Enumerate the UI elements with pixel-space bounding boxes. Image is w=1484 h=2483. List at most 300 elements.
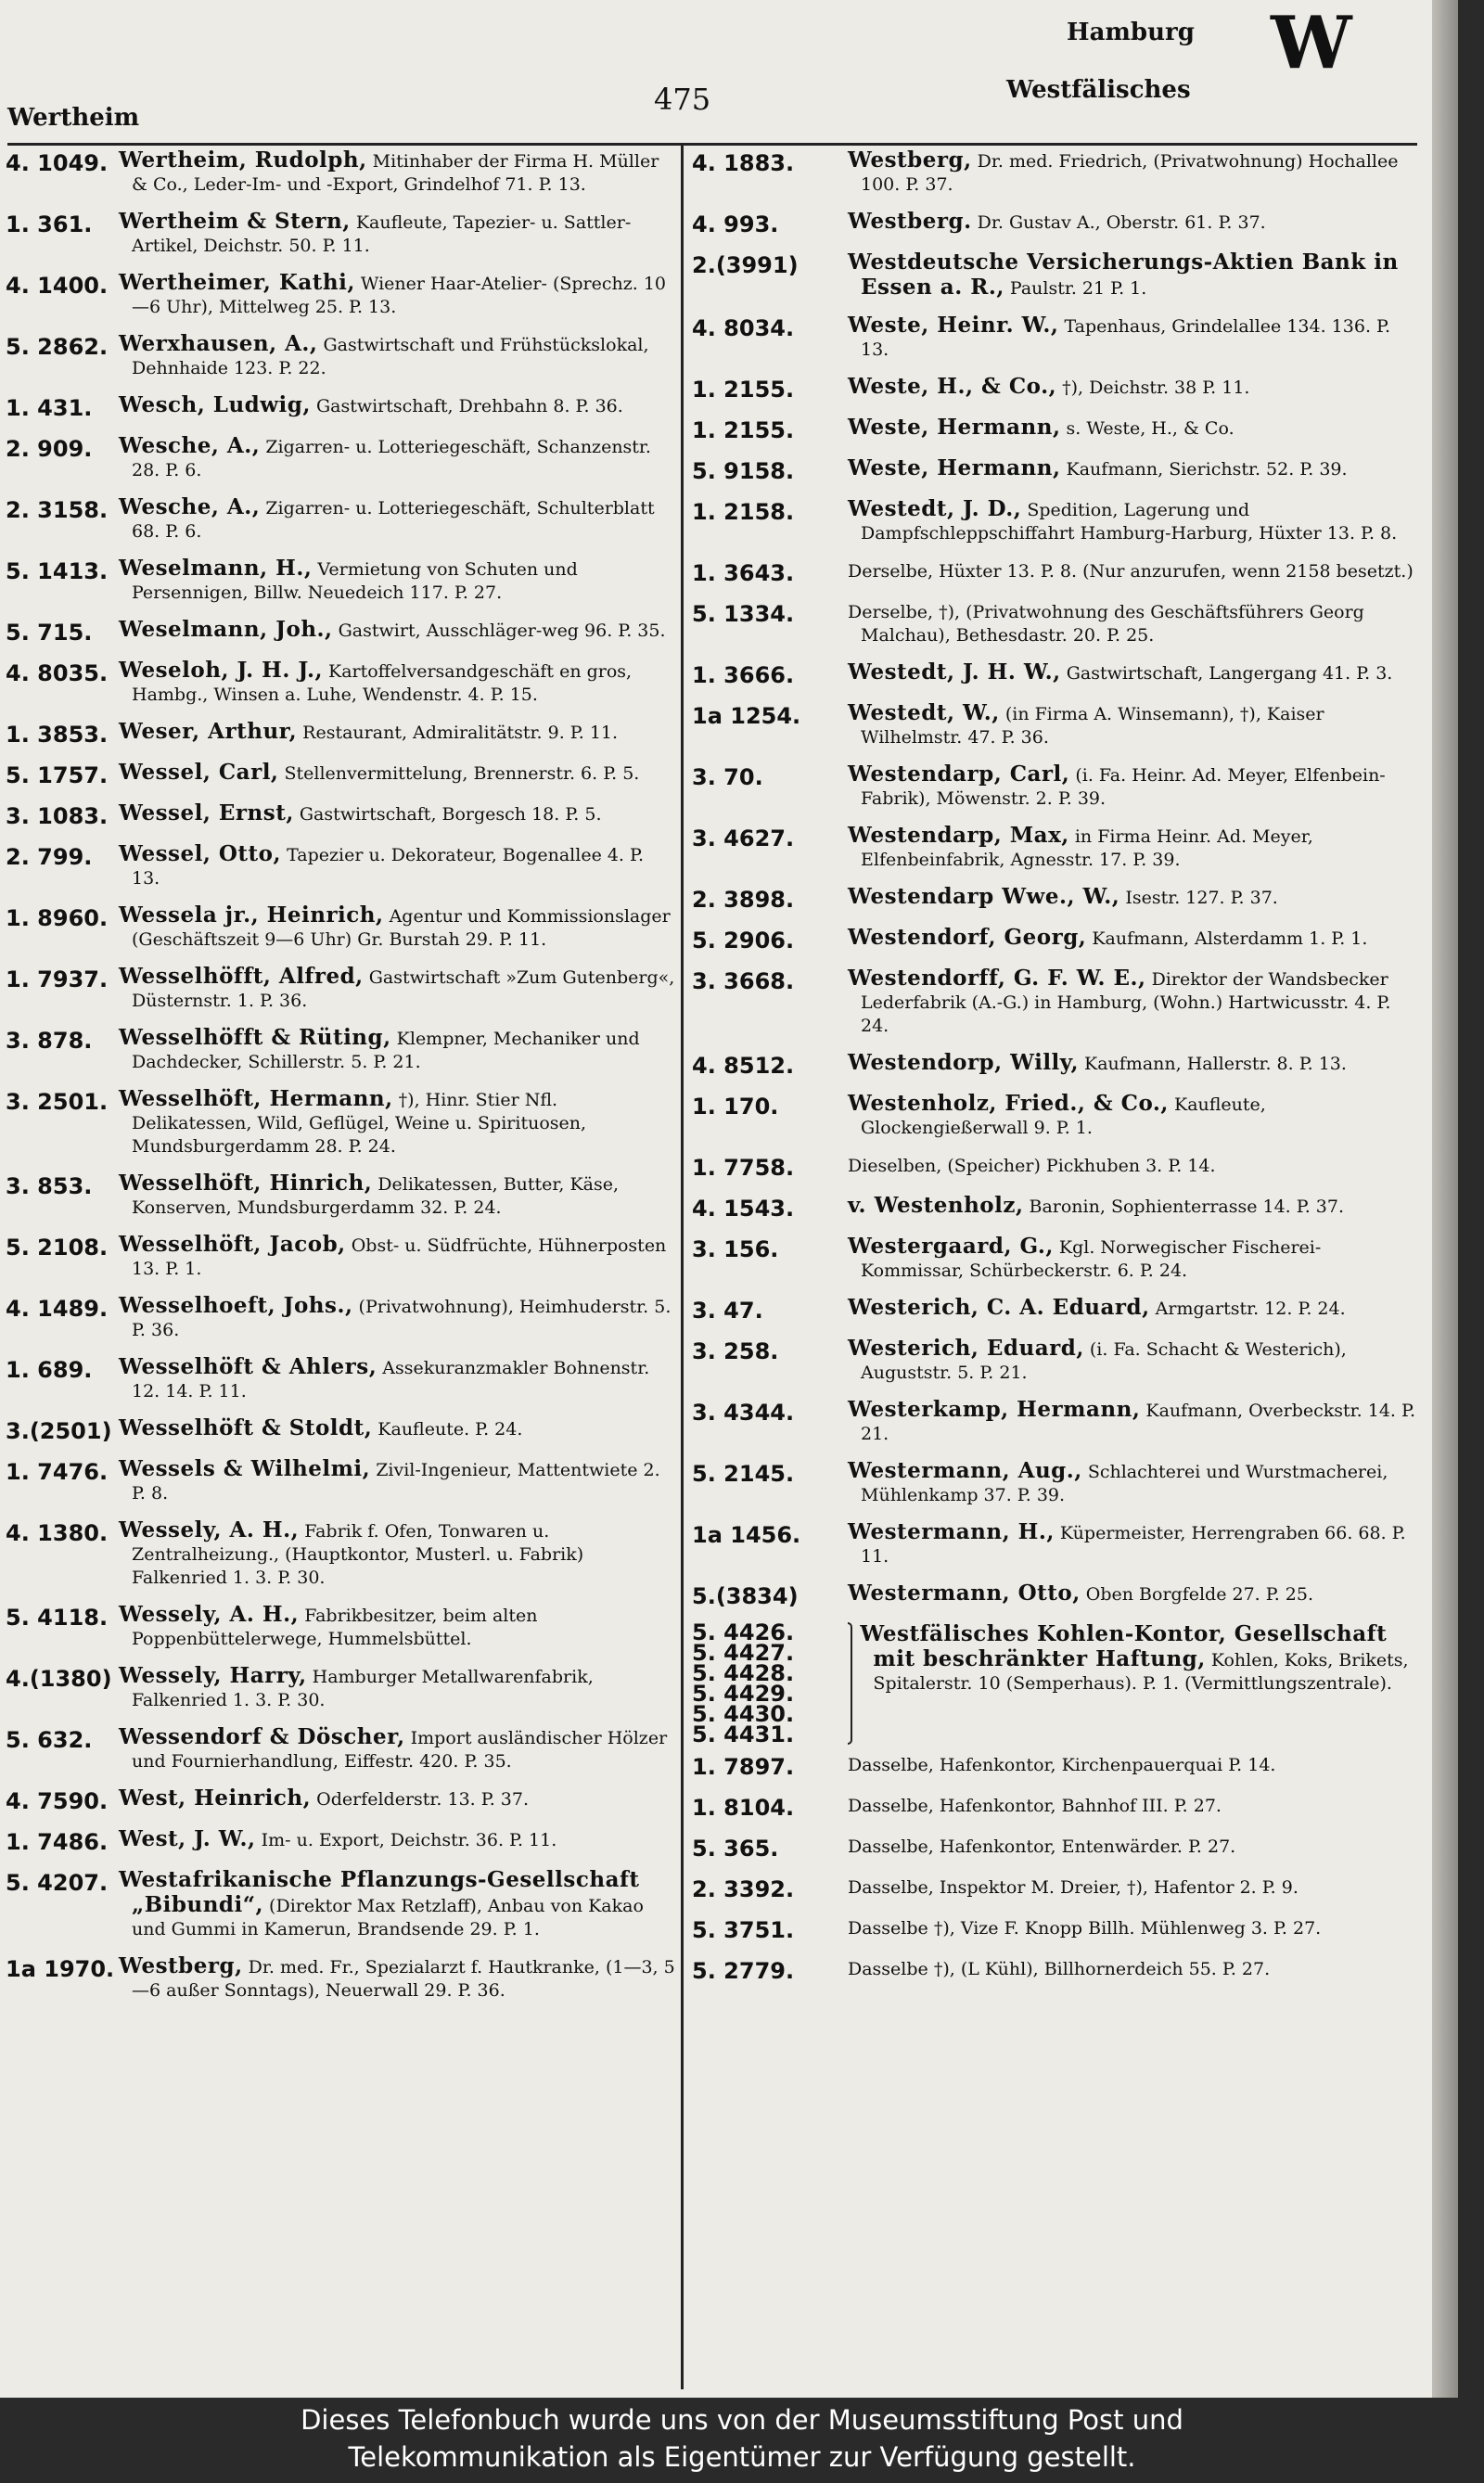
entry-text [848,1520,1415,1568]
phone-number: 4. 1380. [6,1520,109,1546]
phone-number: 5. 4207. [6,1870,109,1896]
entry-details: Derselbe, Hüxter 13. P. 8. (Nur anzurufen, wenn 2158 besetzt.) [848,561,1414,582]
entry-details: Gastwirtschaft, Borgesch 18. P. 5. [299,804,602,825]
directory-entry [692,148,1415,197]
entry-name: Westendorff, G. F. W. E., [848,966,1146,991]
directory-entry [6,271,675,319]
directory-entry [692,1153,1415,1181]
entry-text [119,1355,675,1403]
entry-details: Im- u. Export, Deichstr. 36. P. 11. [261,1830,557,1850]
phone-number: 3. 47. [692,1298,763,1324]
entry-name: Wessel, Carl, [119,760,279,785]
entry-name: Westdeutsche Versicherungs-Aktien Bank in Essen a. R., [848,250,1399,300]
entry-details: Zigarren- u. Lotteriegeschäft, Schanzenstr. 28. P. 6. [132,437,651,480]
entry-details: Fabrik f. Ofen, Tonwaren u. Zentralheizung., (Hauptkontor, Musterl. u. Fabrik) Falkenried 1. 3. P. 30. [132,1521,584,1588]
phone-number: 4.(1380) [6,1666,112,1692]
entry-details: Fabrikbesitzer, beim alten Poppenbüttelerwege, Hummelsbüttel. [132,1606,538,1649]
entry-details: Spedition, Lagerung und Dampfschleppschiffahrt Hamburg-Harburg, Hüxter 13. P. 8. [861,500,1398,544]
directory-entry [6,1827,675,1855]
entry-details: (i. Fa. Schacht & Westerich), Auguststr. 5. P. 21. [861,1339,1347,1383]
entry-details: Gastwirt, Ausschläger-weg 96. P. 35. [338,621,666,641]
directory-entry [692,599,1415,647]
directory-entry [6,1457,675,1505]
entry-details: Vermietung von Schuten und Persennigen, Billw. Neuedeich 117. P. 27. [132,559,578,603]
entry-details: Mitinhaber der Firma H. Müller & Co., Leder-Im- und -Export, Grindelhof 71. P. 13. [132,151,659,195]
entry-name: Wesselhöfft & Rüting, [119,1025,391,1050]
phone-number: 2. 909. [6,436,93,462]
phone-number: 1. 170. [692,1094,779,1120]
header-city: Hamburg [1067,19,1195,46]
entry-text [848,1296,1415,1321]
left-column [6,148,675,2016]
directory-entry [6,1603,675,1651]
right-column [692,148,1415,1997]
right-column-tail [692,1752,1415,1984]
directory-entry [692,1956,1415,1984]
directory-entry [692,824,1415,872]
entry-name: Weser, Arthur, [119,719,298,744]
entry-name: Westendorf, Georg, [848,925,1087,950]
directory-entry [6,1518,675,1590]
entry-text [119,965,675,1013]
entry-name: Weste, Hermann, [848,415,1061,440]
group-entry-text [860,1622,1415,1696]
entry-text [119,1171,675,1220]
phone-number: 3. 2501. [6,1089,109,1115]
phone-number: 3. 258. [692,1338,779,1364]
directory-entry [6,332,675,380]
entry-text [119,903,675,952]
entry-details: Paulstr. 21 P. 1. [1009,278,1147,299]
entry-details: Delikatessen, Butter, Käse, Konserven, Mundsburgerdamm 32. P. 24. [132,1174,620,1218]
entry-text [119,1518,675,1590]
entry-name: West, J. W., [119,1826,256,1851]
entry-details: Kaufleute. P. 24. [377,1419,523,1440]
column-divider [681,145,684,2389]
directory-entry [692,1235,1415,1283]
group-phone-number: 5. 4428. [692,1660,795,1686]
entry-details: Wiener Haar-Atelier- (Sprechz. 10—6 Uhr), Mittelweg 25. P. 13. [132,274,667,317]
entry-details: Oben Borgfelde 27. P. 25. [1085,1584,1313,1605]
entry-details: (i. Fa. Heinr. Ad. Meyer, Elfenbein-Fabrik), Möwenstr. 2. P. 39. [861,765,1386,809]
entry-name: Westerkamp, Hermann, [848,1397,1141,1422]
entry-details: Zivil-Ingenieur, Mattentwiete 2. P. 8. [132,1460,660,1504]
phone-number: 5. 9158. [692,458,795,484]
directory-entry [692,1459,1415,1507]
entry-text [848,885,1415,910]
entry-details: †), Hinr. Stier Nfl. Delikatessen, Wild, Geflügel, Weine u. Spirituosen, Mundsburgerdamm 28. P. 24. [132,1090,587,1157]
directory-entry [6,1725,675,1773]
phone-number: 1a 1970. [6,1956,115,1982]
entry-name: v. Westenholz, [848,1193,1024,1218]
entry-details: Dasselbe, Hafenkontor, Entenwärder. P. 27. [848,1837,1236,1857]
directory-entry [692,1520,1415,1568]
directory-entry [6,1026,675,1074]
phone-number: 4. 1489. [6,1296,109,1322]
entry-name: Westendarp, Max, [848,823,1069,848]
entry-name: Westedt, J. D., [848,496,1022,521]
phone-number: 4. 1400. [6,273,109,299]
directory-entry [6,618,675,646]
phone-number: 3. 878. [6,1028,93,1054]
entry-name: Wesselhöft, Hermann, [119,1086,393,1111]
directory-entry [692,1092,1415,1140]
phone-number: 1a 1254. [692,703,801,729]
entry-details: Dasselbe, Hafenkontor, Kirchenpauerquai P. 14. [848,1755,1276,1775]
entry-name: Westergaard, G., [848,1234,1054,1259]
entry-details: s. Weste, H., & Co. [1066,418,1235,439]
phone-number: 2. 799. [6,844,93,870]
phone-number: 4. 7590. [6,1788,109,1814]
phone-number: 5. 2906. [692,928,795,954]
entry-name: Westendarp Wwe., W., [848,884,1120,909]
entry-text [119,210,675,258]
phone-number: 1. 3643. [692,560,795,586]
footer-line-2: Telekommunikation als Eigentümer zur Verfügung gestellt. [348,2441,1136,2473]
entry-text [119,1087,675,1158]
entry-name: Wessendorf & Döscher, [119,1724,405,1749]
phone-number: 1. 2155. [692,417,795,443]
entry-name: Westberg, [119,1953,243,1978]
phone-number: 5. 2108. [6,1235,109,1261]
entry-text [119,1457,675,1505]
group-entry-name: Westfälisches Kohlen-Kontor, Gesellschaft mit beschränkter Haftung, [860,1621,1388,1671]
directory-entry [692,1337,1415,1385]
directory-entry [692,1398,1415,1446]
phone-number: 1. 7758. [692,1155,795,1181]
directory-entry [6,148,675,197]
entry-details: Kaufmann, Overbeckstr. 14. P. 21. [861,1401,1415,1444]
entry-name: Westermann, Otto, [848,1581,1081,1606]
entry-text [848,599,1415,647]
entry-details: Restaurant, Admiralitätstr. 9. P. 11. [302,723,619,743]
entry-name: Wesselhöfft, Alfred, [119,964,364,989]
entry-details: Hamburger Metallwarenfabrik, Falkenried 1. 3. P. 30. [132,1667,594,1710]
phone-number: 5. 2862. [6,334,109,360]
entry-text [119,557,675,605]
directory-entry [6,434,675,482]
directory-entry [692,497,1415,545]
phone-number: 2.(3991) [692,252,799,278]
directory-entry [692,926,1415,954]
directory-entry [6,495,675,544]
entry-text [848,1194,1415,1219]
entry-name: Weste, Hermann, [848,455,1061,480]
entry-details: Tapenhaus, Grindelallee 134. 136. P. 13. [861,316,1390,360]
page-edge [1432,0,1458,2398]
entry-details: Tapezier u. Dekorateur, Bogenallee 4. P. 13. [132,845,644,889]
entry-details: Küpermeister, Herrengraben 66. 68. P. 11. [861,1523,1406,1567]
entry-name: Wertheim, Rudolph, [119,147,367,173]
entry-name: Wesselhöft & Stoldt, [119,1415,373,1440]
phone-number: 1. 361. [6,211,93,237]
entry-details: Dasselbe †), (L Kühl), Billhornerdeich 55. P. 27. [848,1959,1271,1979]
phone-number: 4. 8035. [6,660,109,686]
entry-name: Werxhausen, A., [119,331,318,356]
entry-details: Klempner, Mechaniker und Dachdecker, Schillerstr. 5. P. 21. [132,1029,640,1072]
entry-text [848,1834,1415,1859]
entry-name: Westendarp, Carl, [848,762,1070,787]
entry-name: Wesche, A., [119,433,261,458]
entry-text [848,1875,1415,1900]
directory-entry [692,250,1415,301]
entry-details: in Firma Heinr. Ad. Meyer, Elfenbeinfabrik, Agnesstr. 17. P. 39. [861,826,1313,870]
phone-number: 4. 8512. [692,1053,795,1079]
entry-name: Westberg. [848,209,972,234]
directory-entry [6,1954,675,2003]
phone-number: 5. 1413. [6,558,109,584]
phone-number: 1. 7897. [692,1754,795,1780]
entry-text [848,314,1415,362]
directory-entry [692,314,1415,362]
entry-details: Gastwirtschaft, Langergang 41. P. 3. [1066,663,1393,684]
entry-name: West, Heinrich, [119,1785,312,1811]
entry-text [848,1581,1415,1606]
group-phone-number: 5. 4430. [692,1701,795,1727]
entry-details: Dr. Gustav A., Oberstr. 61. P. 37. [977,212,1266,233]
entry-details: Kaufleute, Tapezier- u. Sattler-Artikel, Deichstr. 50. P. 11. [132,212,632,256]
directory-entry [692,558,1415,586]
directory-entry [692,1296,1415,1324]
entry-details: Oderfelderstr. 13. P. 37. [316,1789,529,1810]
directory-entry [692,1194,1415,1222]
phone-number: 1. 2158. [692,499,795,525]
entry-name: Westerich, Eduard, [848,1336,1084,1361]
directory-entry [6,557,675,605]
phone-number: 5. 1757. [6,762,109,788]
phone-number: 4. 1883. [692,150,795,176]
entry-name: Wessely, Harry, [119,1663,307,1688]
phone-number: 5. 2145. [692,1461,795,1487]
entry-name: Westedt, W., [848,700,1000,725]
entry-name: Weste, H., & Co., [848,374,1057,399]
entry-details: Kaufmann, Hallerstr. 8. P. 13. [1084,1054,1347,1074]
entry-name: Westermann, Aug., [848,1458,1082,1483]
entry-details: Assekuranzmakler Bohnenstr. 12. 14. P. 11. [132,1358,650,1401]
entry-name: Wesselhoeft, Johs., [119,1293,353,1318]
entry-text [119,659,675,707]
phone-number: 5. 715. [6,620,93,646]
phone-number: 5. 632. [6,1727,93,1753]
entry-text [848,497,1415,545]
entry-name: Wessels & Wilhelmi, [119,1456,371,1481]
entry-details: Gastwirtschaft und Frühstückslokal, Dehnhaide 123. P. 22. [132,335,649,378]
phone-number: 1. 689. [6,1357,93,1383]
directory-entry [6,210,675,258]
entry-text [119,1664,675,1712]
entry-details: Kaufmann, Alsterdamm 1. P. 1. [1092,928,1368,949]
phone-number: 1a 1456. [692,1522,801,1548]
phone-number: 3. 70. [692,764,763,790]
entry-text [848,1092,1415,1140]
entry-text [848,1915,1415,1940]
entry-text [119,1827,675,1852]
entry-name: Weselmann, H., [119,556,313,581]
directory-entry [692,885,1415,913]
entry-details: Gastwirtschaft, Drehbahn 8. P. 36. [315,396,623,416]
phone-number: 2. 3392. [692,1876,795,1902]
entry-text [848,660,1415,685]
phone-number: 3. 4627. [692,826,795,851]
entry-text [119,618,675,643]
entry-details: (Direktor Max Retzlaff), Anbau von Kakao und Gummi in Kamerun, Brandsende 29. P. 1. [132,1896,644,1939]
entry-details: Agentur und Kommissionslager (Geschäftszeit 9—6 Uhr) Gr. Burstah 29. P. 11. [132,906,671,950]
entry-details: Dasselbe, Hafenkontor, Bahnhof III. P. 27. [848,1796,1222,1816]
phone-number: 1. 3853. [6,722,109,748]
entry-name: Westedt, J. H. W., [848,659,1061,685]
entry-text [119,842,675,890]
entry-text [119,495,675,544]
directory-entry [692,762,1415,811]
entry-text [848,701,1415,749]
group-numbers [692,1619,848,1747]
entry-text [119,1954,675,2003]
entry-text [848,1337,1415,1385]
entry-details: Dasselbe †), Vize F. Knopp Billh. Mühlenweg 3. P. 27. [848,1918,1322,1939]
phone-number: 1. 8960. [6,905,109,931]
left-keyword: Wertheim [7,104,140,132]
entry-details: Dasselbe, Inspektor M. Dreier, †), Hafentor 2. P. 9. [848,1877,1298,1898]
directory-entry [6,1416,675,1444]
directory-entry [692,966,1415,1038]
group-entry-details: Kohlen, Koks, Brikets, Spitalerstr. 10 (Semperhaus). P. 1. (Vermittlungszentrale). [873,1650,1409,1694]
entry-text [119,1868,675,1941]
entry-details: Derselbe, †), (Privatwohnung des Geschäftsführers Georg Malchau), Bethesdastr. 20. P. 25. [848,602,1364,646]
directory-entry [6,842,675,890]
header-rule [7,143,1417,146]
right-column-entries [692,148,1415,1609]
entry-text [848,762,1415,811]
directory-entry [6,1355,675,1403]
entry-text [848,1793,1415,1818]
group-phone-number: 5. 4426. [692,1619,795,1645]
brace [848,1622,852,1745]
directory-entry [6,761,675,788]
phone-number: 3. 853. [6,1173,93,1199]
entry-text [848,926,1415,951]
directory-entry [692,701,1415,749]
group-phone-number: 5. 4427. [692,1640,795,1666]
directory-entry [6,965,675,1013]
entry-details: Kgl. Norwegischer Fischerei-Kommissar, Schürbeckerstr. 6. P. 24. [861,1237,1322,1281]
right-keyword: Westfälisches [1006,76,1191,104]
directory-entry [692,375,1415,403]
entry-details: Import ausländischer Hölzer und Fournierhandlung, Eiffestr. 420. P. 35. [132,1728,668,1772]
directory-entry [6,1294,675,1342]
entry-text [848,148,1415,197]
phone-number: 1. 7486. [6,1829,109,1855]
entry-text [848,1956,1415,1981]
entry-name: Wesche, A., [119,494,261,519]
entry-text [848,250,1415,301]
directory-entry [692,456,1415,484]
directory-entry [692,1051,1415,1079]
entry-text [119,720,675,745]
phone-number: 3. 4344. [692,1400,795,1426]
kohlen-kontor-group [692,1619,1415,1747]
entry-text [119,1725,675,1773]
directory-entry [6,720,675,748]
directory-entry [6,903,675,952]
header-letter: W [1271,1,1352,85]
phone-number: 1. 7476. [6,1459,109,1485]
entry-name: Wessely, A. H., [119,1517,300,1542]
entry-details: Zigarren- u. Lotteriegeschäft, Schulterblatt 68. P. 6. [132,498,655,542]
phone-number: 5. 4118. [6,1605,109,1631]
entry-text [119,1416,675,1441]
phone-number: 5. 1334. [692,601,795,627]
entry-text [848,456,1415,481]
phone-number: 3. 156. [692,1236,779,1262]
phone-number: 4. 1049. [6,150,109,176]
phone-number: 4. 993. [692,211,779,237]
phone-number: 5. 2779. [692,1958,795,1984]
directory-entry [6,1171,675,1220]
phone-number: 5. 3751. [692,1917,795,1943]
entry-name: Wesselhöft, Hinrich, [119,1171,373,1196]
phone-number: 1. 8104. [692,1795,795,1821]
directory-entry [6,1868,675,1941]
directory-entry [6,1786,675,1814]
entry-name: Westafrikanische Pflanzungs-Gesellschaft „Bibundi“, [119,1867,640,1917]
directory-entry [692,416,1415,443]
entry-name: Weselmann, Joh., [119,617,333,642]
entry-text [848,416,1415,441]
entry-details: Stellenvermittelung, Brennerstr. 6. P. 5. [284,763,640,784]
page-number: 475 [654,82,711,117]
entry-text [119,1603,675,1651]
entry-text [119,148,675,197]
entry-name: Wesselhöft, Jacob, [119,1232,346,1257]
phone-number: 3.(2501) [6,1418,112,1444]
entry-details: Baronin, Sophienterrasse 14. P. 37. [1029,1197,1344,1217]
directory-entry [692,1752,1415,1780]
entry-name: Westermann, H., [848,1519,1055,1544]
phone-number: 3. 3668. [692,968,795,994]
entry-details: Dr. med. Friedrich, (Privatwohnung) Hochallee 100. P. 37. [861,151,1399,195]
group-phone-number: 5. 4431. [692,1721,795,1747]
directory-entry [6,1664,675,1712]
footer-notice [0,2398,1484,2483]
entry-text [119,1786,675,1811]
entry-text [848,1051,1415,1076]
phone-number: 2. 3898. [692,887,795,913]
entry-details: †), Deichstr. 38 P. 11. [1062,378,1250,398]
entry-text [848,375,1415,400]
entry-name: Wesselhöft & Ahlers, [119,1354,377,1379]
group-phone-number: 5. 4429. [692,1681,795,1707]
phone-number: 1. 3666. [692,662,795,688]
entry-details: Armgartstr. 12. P. 24. [1155,1299,1346,1319]
entry-name: Wessely, A. H., [119,1602,300,1627]
entry-details: Obst- u. Südfrüchte, Hühnerposten 13. P. 1. [132,1235,667,1279]
entry-text [848,1752,1415,1777]
entry-text [119,761,675,786]
entry-name: Wertheimer, Kathi, [119,270,355,295]
entry-name: Weseloh, J. H. J., [119,658,323,683]
directory-entry [692,1581,1415,1609]
entry-details: Schlachterei und Wurstmacherei, Mühlenkamp 37. P. 39. [861,1462,1388,1505]
directory-entry [692,210,1415,237]
entry-text [848,1398,1415,1446]
phone-number: 5.(3834) [692,1583,799,1609]
entry-details: Dr. med. Fr., Spezialarzt f. Hautkranke, (1—3, 5—6 außer Sonntags), Neuerwall 29. P. 36. [132,1957,675,2001]
entry-text [848,558,1415,583]
entry-name: Wertheim & Stern, [119,209,351,234]
directory-entry [6,1233,675,1281]
phone-number: 1. 7937. [6,966,109,992]
entry-name: Westendorp, Willy, [848,1050,1079,1075]
